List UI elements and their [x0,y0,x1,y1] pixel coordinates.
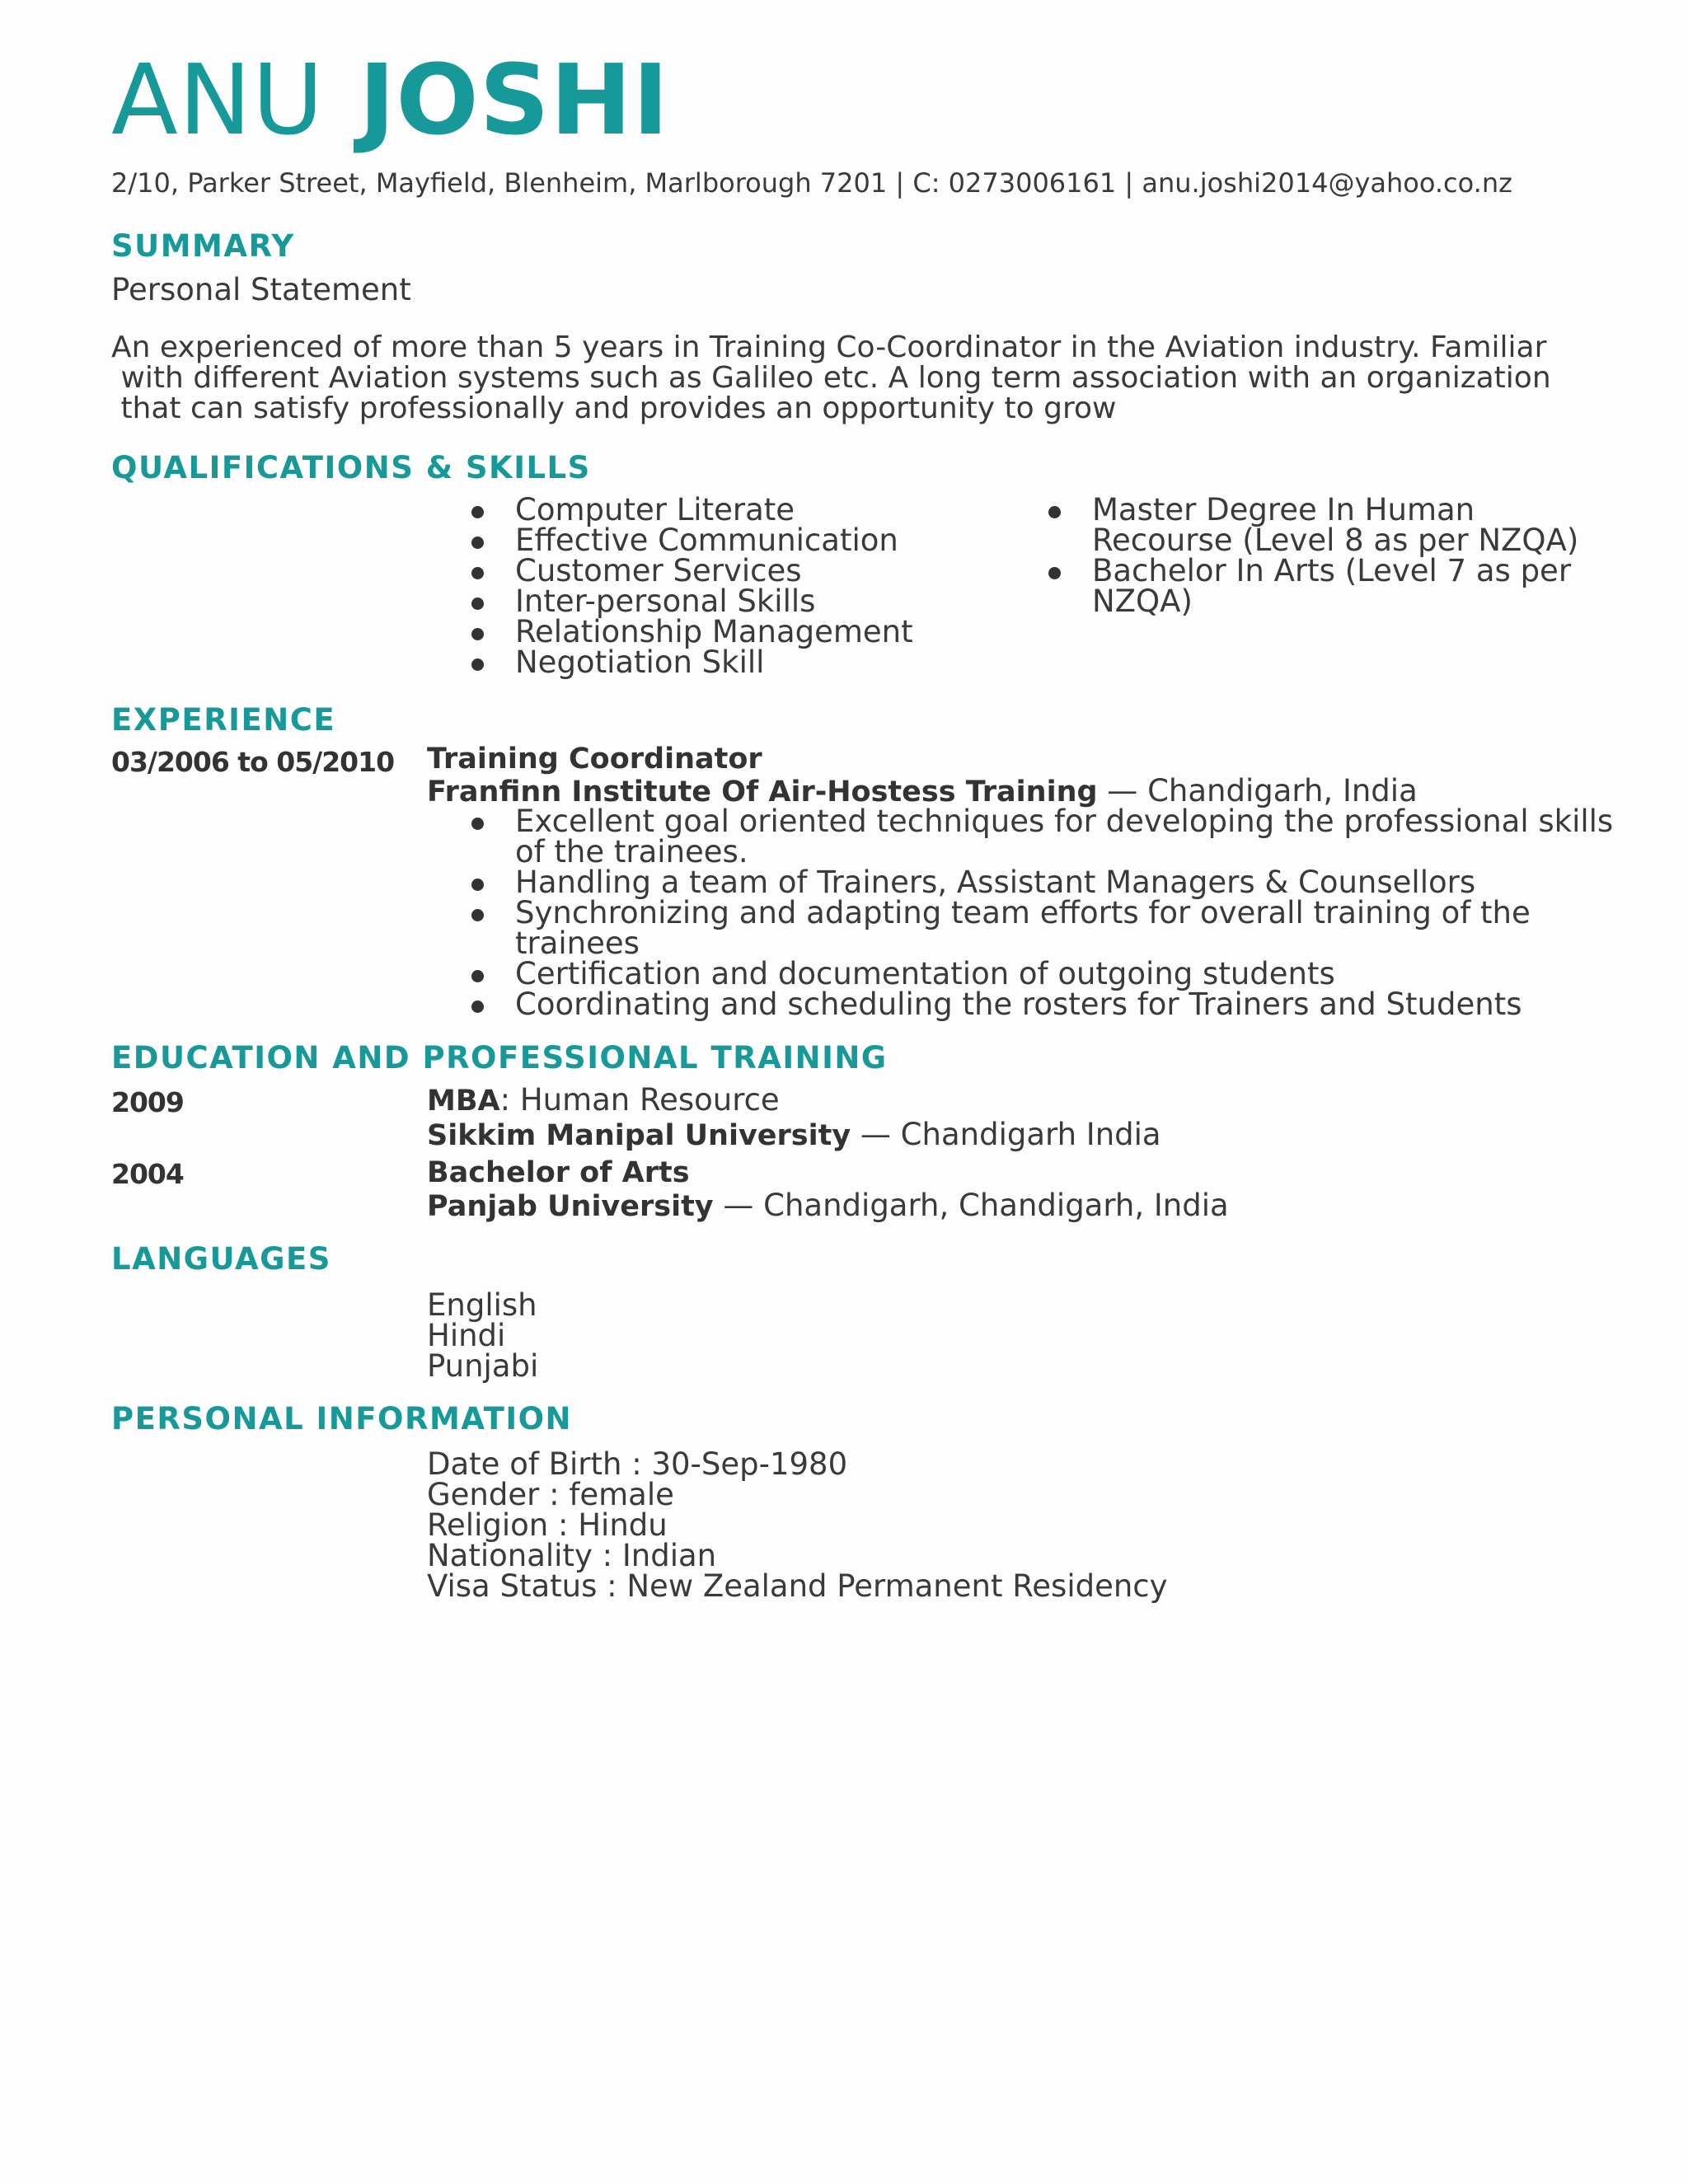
list-item: Religion : Hindu [427,1507,668,1543]
list-item-line: Bachelor In Arts (Level 7 as per [1092,553,1572,588]
personal-info-heading: PERSONAL INFORMATION [111,1401,573,1436]
personal-info-list [427,1446,1168,1604]
summary-paragraph [111,332,1551,424]
list-item [1092,553,1578,619]
degree-name: MBA [427,1085,500,1118]
list-item-line: Coordinating and scheduling the rosters for Trainers and Students [515,987,1522,1022]
skills-list [515,492,913,680]
school-location: — Chandigarh India [851,1117,1161,1152]
list-item: Nationality : Indian [427,1538,717,1573]
list-item: Date of Birth : 30-Sep-1980 [427,1446,848,1482]
education-year: 2009 [111,1086,184,1118]
education-year: 2004 [111,1158,184,1190]
languages-list [427,1287,539,1384]
education-school-line [427,1190,1229,1222]
education-degree-line [427,1082,780,1118]
list-item-line: Excellent goal oriented techniques for developing the professional skills [515,804,1614,839]
list-item [515,958,1613,989]
list-item: Visa Status : New Zealand Permanent Residency [427,1568,1168,1604]
list-item-line: Recourse (Level 8 as per NZQA) [1092,523,1579,558]
summary-subtitle: Personal Statement [111,272,411,307]
list-item-line: Master Degree In Human [1092,492,1475,527]
list-item-line: Synchronizing and adapting team efforts for overall training of the [515,895,1531,930]
education-school-line [427,1119,1161,1151]
summary-line: An experienced of more than 5 years in Training Co-Coordinator in the Aviation industry. Familiar [111,330,1547,364]
candidate-name [111,43,670,157]
list-item: Punjabi [427,1348,539,1384]
list-item [515,867,1613,898]
school-name: Sikkim Manipal University [427,1119,851,1152]
list-item: Gender : female [427,1477,674,1512]
list-item: Effective Communication [515,525,913,555]
list-item [515,987,1613,1022]
list-item-line: trainees [515,926,640,961]
education-degree-line [427,1156,690,1188]
summary-line: that can satisfy professionally and provides an opportunity to grow [111,391,1117,425]
summary-line: with different Aviation systems such as Galileo etc. A long term association with an organization [111,361,1551,395]
list-item: Negotiation Skill [515,647,913,677]
summary-heading: SUMMARY [111,228,295,264]
list-item: Hindi [427,1318,506,1353]
first-name: ANU [111,43,325,157]
list-item [1092,492,1579,558]
list-item-line: Handling a team of Trainers, Assistant Managers & Counsellors [515,865,1476,900]
employer-name: Franfinn Institute Of Air-Hostess Training [427,776,1098,808]
school-name: Panjab University [427,1190,714,1223]
contact-line: 2/10, Parker Street, Mayfield, Blenheim, Marlborough 7201 | C: 0273006161 | anu.joshi2014@yahoo.co.nz [111,167,1512,199]
list-item: Relationship Management [515,614,913,649]
list-item-line: of the trainees. [515,834,748,869]
employer-location: — Chandigarh, India [1097,773,1418,808]
education-heading: EDUCATION AND PROFESSIONAL TRAINING [111,1040,888,1076]
experience-heading: EXPERIENCE [111,702,336,738]
list-item: Inter-personal Skills [515,586,913,616]
list-item [515,806,1613,867]
experience-dates: 03/2006 to 05/2010 [111,746,395,778]
list-item-line: Certification and documentation of outgoing students [515,956,1335,991]
skills-heading: QUALIFICATIONS & SKILLS [111,450,591,485]
qualifications-list [1092,492,1579,619]
list-item: English [427,1287,537,1323]
languages-heading: LANGUAGES [111,1241,331,1277]
degree-name: Bachelor of Arts [427,1156,690,1189]
job-title: Training Coordinator [427,743,762,776]
list-item [515,895,1613,961]
school-location: — Chandigarh, Chandigarh, India [713,1188,1229,1223]
last-name: JOSHI [359,43,670,157]
list-item: Customer Services [515,555,913,586]
list-item: Computer Literate [515,494,913,525]
list-item-line: NZQA) [1092,583,1193,619]
experience-bullets [515,804,1614,1022]
degree-field: : Human Resource [499,1082,780,1118]
